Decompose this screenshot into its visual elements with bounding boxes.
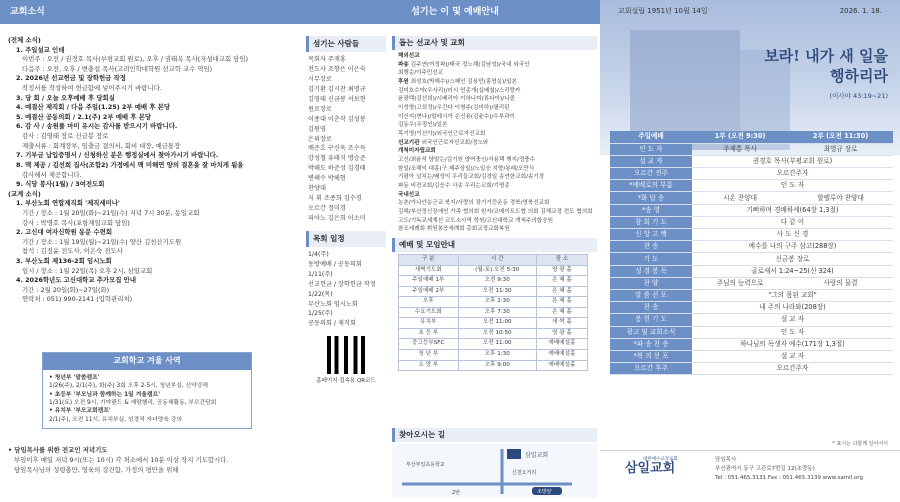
prayer-text: 부임이후 매일 저녁 9시(또는 10시) 각 처소에서 10분 이상 작지 기도합시다. <box>14 455 229 464</box>
sidebar-line: 피아노 김은희 이소미 <box>308 214 366 222</box>
mission-line <box>398 130 597 139</box>
mission-line <box>398 69 597 78</box>
mission-line <box>398 113 597 122</box>
worship-row <box>610 216 893 228</box>
service-cell: (월-토) 오전 5:30 <box>458 265 536 276</box>
mission-group: 선교기관 <box>398 139 422 146</box>
worship-item-both: 사 도 신 경 <box>692 229 893 241</box>
mission-line <box>398 121 597 130</box>
sidebar-line: 원로장로 <box>308 105 332 113</box>
worship-item-label: 오르간 후주 <box>610 363 692 375</box>
mission-value: 윤광택(김선희)/시베리아 이하나미(류다아)/니콜 <box>398 96 515 103</box>
sidebar-line: 1/11(주) <box>308 270 333 278</box>
sidebar-box <box>306 36 386 227</box>
worship-row <box>610 143 893 155</box>
service-row <box>399 328 588 339</box>
service-row <box>399 318 588 329</box>
church-marker-icon <box>507 449 521 459</box>
service-cell: 오후 7:30 <box>458 307 536 318</box>
mission-value: 고신/최윤석 양말는/김기원 양여충신/서용택 행지/정충수 <box>398 157 536 163</box>
service-cell: 소 망 부 <box>399 360 459 371</box>
news-item: 4. 예결산 제직회 / 다음 주일(1.25) 2부 예배 후 본당 <box>16 103 171 112</box>
worship-row <box>610 253 893 265</box>
news-detail: 다음주 : 오전, 오후 / 변충섭 목사(고려인학대학원 선교학 교수 역임) <box>22 64 213 73</box>
service-cell: 청 년 부 <box>399 349 459 360</box>
service-cell: 예배예설홀 <box>536 349 587 360</box>
service-cell: 오후 <box>399 297 459 308</box>
worship-item-label: 광고 및 교회소식 <box>610 326 692 338</box>
worship-row <box>610 155 893 167</box>
mission-value: 외국인근로자선교회/정노와 <box>421 139 489 146</box>
map-label-church: 삼일교회 <box>525 452 549 460</box>
sidebar-title: 목회 일정 <box>306 231 386 247</box>
mission-line <box>398 208 597 217</box>
sidebar-line: 배준호 구신욱 조수득 <box>308 145 366 153</box>
worship-item-label: *화 답 송 <box>610 192 692 204</box>
edu-box <box>42 352 252 429</box>
service-cell: 오후 9:00 <box>458 360 536 371</box>
sidebar-line: 찬양대 <box>308 185 326 193</box>
service-row <box>399 360 588 371</box>
map-label-junction: 신천오거리 <box>512 470 537 477</box>
mission-line <box>398 52 597 61</box>
mission-list <box>392 52 597 234</box>
prayer-note <box>8 446 293 476</box>
worship-item-both: 인 도 자 <box>692 180 893 192</box>
worship-item-both: 하나님의 독생자 예수(171장 1,3절) <box>692 338 893 350</box>
service-head-row <box>399 255 588 266</box>
service-cell: 영 광 홀 <box>536 265 587 276</box>
service-cell: 새 싹 홀 <box>536 318 587 329</box>
worship-row <box>610 180 893 192</box>
sidebar-line: 김영태 신금봉 서보현 <box>308 95 366 103</box>
map-area <box>392 428 597 496</box>
mission-group: 후원 <box>398 79 411 86</box>
worship-row <box>610 277 893 289</box>
mission-value: 고도/기독교세계선 교도소사역 학원/고신대학교 개척주의합숭원 <box>398 217 554 224</box>
worship-row <box>610 192 893 204</box>
mission-line <box>398 139 597 148</box>
service-row <box>399 339 588 350</box>
theme-title <box>764 46 888 87</box>
service-cell: 오전 11:00 <box>458 339 536 350</box>
worship-item-both: 기뻐하며 경배하세(64장 1,3절) <box>692 204 893 216</box>
worship-head-cell: 2부 (오전 11:30) <box>788 131 893 143</box>
worship-item-label: *복 의 선 포 <box>610 350 692 362</box>
service-row <box>399 276 588 287</box>
founding-date: 교회설립 1951년 10월 14일 <box>618 7 708 16</box>
sidebar-line: 이종대 이춘작 김성봉 <box>308 115 366 123</box>
qr-code-icon <box>327 336 365 374</box>
mission-value: 최행순/이주민선교 <box>398 70 444 77</box>
news-column <box>0 0 300 499</box>
mission-value: 김해/부산정신장애인 가족 협의회 원자/코메이트도협 의회 김해교정 전도 협의회 <box>398 208 593 215</box>
edu-item-detail: 2/1(주), 오전 11시, 유치부실, 성경적 자녀양육 강의 <box>49 416 183 423</box>
news-item: 1. 부산노회 연합제직회 '제직세미나' <box>16 199 120 208</box>
news-item: 8. 맥 제공 / 김선희 집사(조합2) 가정에서 맥 미해연 양의 결혼을 잘 마치게 됨을 <box>16 160 244 169</box>
sidebar-body <box>306 247 386 332</box>
service-cell: 유치부 <box>399 318 459 329</box>
map-label-school: 부산부일초등학교 <box>406 462 445 469</box>
sidebar-line: 변해수 박해현 <box>308 175 346 183</box>
address-line: 담임목사 <box>715 457 737 463</box>
service-cell: 오전 9:30 <box>458 276 536 287</box>
service-title: 예배 및 모임안내 <box>392 238 597 252</box>
worship-item-both: 예수를 나의 구주 삼고(288장) <box>692 241 893 253</box>
worship-item-label: 찬 송 <box>610 241 692 253</box>
service-cell: 새벽기도회 <box>399 265 459 276</box>
edu-body <box>43 370 251 428</box>
mission-line <box>398 199 597 208</box>
service-cell: 은 혜 홀 <box>536 276 587 287</box>
service-cell: 은 혜 홀 <box>536 286 587 297</box>
news-detail: 참석 : 김정윤 전도사, 이은숙 전도사 <box>22 247 123 256</box>
worship-item-label: 설 교 자 <box>610 155 692 167</box>
worship-item-both: 골로새서 1:24~25(신 324) <box>692 265 893 277</box>
mission-group: 해외선교 <box>398 53 420 60</box>
mission-line <box>398 78 597 87</box>
sidebar-line: 목회자 주재홍 <box>308 56 346 64</box>
sidebar-body <box>306 52 386 227</box>
bulletin-date: 2026. 1. 18. <box>839 7 882 16</box>
worship-item-2: 사랑의 물결 <box>788 277 893 289</box>
worship-item-label: 봉 헌 기 도 <box>610 314 692 326</box>
news-detail: 기간 / 장소 : 1월 20일(화)~21일(수) 저녁 7시 30분, 동일교회 <box>22 208 200 217</box>
service-cell: 은 혜 홀 <box>536 297 587 308</box>
service-cell: 영 광 홀 <box>536 328 587 339</box>
edu-item-title: • 유치부 '부모교회캠프' <box>49 408 111 415</box>
service-cell: 오전 11:30 <box>458 286 536 297</box>
sidebar-line: 시무장로 <box>308 75 332 83</box>
map-label-station: 조방앞 <box>537 489 552 496</box>
worship-item-1: 시온 찬양대 <box>692 192 788 204</box>
sidebar-line: 동방예배 / 공동의회 <box>308 260 362 268</box>
logo-text: 삼일교회 <box>625 461 676 476</box>
mission-value: 기평아 넘치는/배성익 우리들교회/김경일 송연한교회/송기경 <box>398 174 545 181</box>
mission-value: 파동 비전교회/김응수 사송 우리는교회/기명종 <box>398 182 510 189</box>
service-cell: 초 등 부 <box>399 328 459 339</box>
news-detail: 감사해서 제공합니다. <box>22 170 82 179</box>
mission-group: 파송 <box>398 61 411 68</box>
church-address <box>715 456 863 482</box>
edu-title: 교회학교 겨울 사역 <box>43 353 251 370</box>
worship-item-2: 최영규 장로 <box>788 143 893 155</box>
mission-value: 목기영(이선아)/외국인근로자선교회 <box>398 131 486 138</box>
worship-item-1: 주님의 능력으로 <box>692 277 788 289</box>
mission-line <box>398 165 597 174</box>
worship-row <box>610 289 893 301</box>
edu-item-detail: 1/31(토) 오전 9시, 가야랜드 & 예람헬리, 공동체활동, 부모간담회 <box>49 399 217 406</box>
news-item: 3. 당 회 / 오늘 오후예배 후 당회실 <box>16 93 115 102</box>
news-item: 7. 기부금 납입증명서 / 신청하신 분은 행정실에서 찾아가시기 바랍니다. <box>16 151 219 160</box>
worship-row <box>610 363 893 375</box>
standing-note: * 표시는 다함께 일어서서 <box>832 441 888 447</box>
mission-value: 김주연(여정파)/태국 정노해(김남성)/국내 외국인 <box>410 61 530 68</box>
mission-line <box>398 173 597 182</box>
mission-line <box>398 156 597 165</box>
mission-value: 농촌/가나안농군교 북지/사랑의 장기기증운동 경북/영북선교회 <box>398 200 550 207</box>
sidebar-line: 전도사 조향은 이은숙 <box>308 66 366 74</box>
worship-item-label: 성 경 봉 독 <box>610 265 692 277</box>
mission-line <box>398 225 597 234</box>
prayer-text-2: 담임목사님의 성령충만, 영육의 강건함, 가정의 평안을 위해 <box>14 465 179 474</box>
worship-row <box>610 265 893 277</box>
worship-item-label: 참 회 기 도 <box>610 216 692 228</box>
service-cell: 중고등부SFC <box>399 339 459 350</box>
mission-line <box>398 104 597 113</box>
worship-row <box>610 350 893 362</box>
sidebar-title: 섬기는 사람들 <box>306 36 386 52</box>
sidebar-line: 1/25(주) <box>308 310 333 318</box>
news-intro: (전체 소식) <box>8 36 41 44</box>
map-label-exit: 2번 <box>452 490 461 497</box>
worship-item-both: 내 주의 나라와(208장) <box>692 302 893 314</box>
denomination-label: 대한예수교장로회 <box>643 457 678 462</box>
date-bar <box>600 0 900 24</box>
mission-line <box>398 87 597 96</box>
worship-item-label: 찬 양 <box>610 277 692 289</box>
service-row <box>399 297 588 308</box>
service-row <box>399 265 588 276</box>
service-cell: 주일예배 2부 <box>399 286 459 297</box>
mission-value: 이성형(고희정)/우간다 이형주(김미하)/필리핀 <box>398 105 510 112</box>
service-cell: 오후 2:30 <box>458 297 536 308</box>
mission-line <box>398 182 597 191</box>
news-header: 교회소식 <box>0 0 300 24</box>
worship-row <box>610 314 893 326</box>
mission-group: 국내선교 <box>398 191 420 198</box>
service-head-cell: 구 분 <box>399 255 459 266</box>
news-detail: 강사 : 박명호 목사(포항제일교회 담임) <box>22 218 130 227</box>
worship-item-label: 찬 송 <box>610 302 692 314</box>
news-detail: 제출서류 : 회계장부, 임출금 결의서, 회비 대장, 예금통장 <box>22 141 181 150</box>
sidebar-line: 부산노회 임시노회 <box>308 300 358 308</box>
edu-item-detail: 1/26(주), 2/1(주), 화(주) 3회 오후 2-5시, 청년부실, 신약강해 <box>49 383 208 390</box>
mission-line <box>398 147 597 156</box>
worship-item-both: 다 같 이 <box>692 216 893 228</box>
service-cell: 예배예설홀 <box>536 360 587 371</box>
worship-head-row <box>610 131 893 143</box>
news-detail: 연락처 : 051) 990-2141 (입학관리처) <box>22 295 133 304</box>
mission-group: 개척미자립교회 <box>398 148 436 155</box>
mission-title: 돕는 선교사 및 교회 <box>392 36 597 50</box>
news-detail: 기간 : 2월 20일(화)~27일(화) <box>22 285 110 294</box>
service-cell: 오전 11:00 <box>458 318 536 329</box>
worship-head-cell: 1부 (오전 9:30) <box>692 131 788 143</box>
church-logo <box>625 460 675 478</box>
service-cell: 주일예배 1부 <box>399 276 459 287</box>
qr-label: 홈페이지 접속용 QR코드 <box>316 378 376 385</box>
mission-line <box>398 61 597 70</box>
theme-verse: (이사야 43:19~21) <box>829 92 888 100</box>
map-illustration <box>392 444 597 498</box>
worship-row <box>610 302 893 314</box>
news-item: 3. 부산노회 제136-2회 임시노회 <box>16 257 112 266</box>
sidebar-line: 1/22(목) <box>308 290 333 298</box>
worship-row <box>610 204 893 216</box>
sidebar-line: 오르간 정미경 <box>308 204 346 212</box>
worship-item-both: "그의 몸된 교회" <box>692 289 893 301</box>
sidebar-line: 지 휘 조종희 김수경 <box>308 195 362 203</box>
map-title: 찾아오시는 길 <box>392 428 597 442</box>
worship-row <box>610 326 893 338</box>
sidebar-line: 선교헌금 / 장학헌금 작정 <box>308 280 376 288</box>
news-block <box>8 36 293 305</box>
mission-value: 함일/조해익 대홍(구.제주상일)/노일승 지향/봉래/오만식 <box>398 165 535 172</box>
service-head-cell: 시 간 <box>458 255 536 266</box>
worship-item-both: 오르간주자 <box>692 363 893 375</box>
prayer-title: • 담임목사를 위한 전교인 저녁기도 <box>8 446 108 454</box>
worship-item-both: 권경호 목사(부평교회 원로) <box>692 155 893 167</box>
worship-row <box>610 229 893 241</box>
sidebar-line: 박해도 하준성 김경태 <box>308 165 366 173</box>
mission-value: 참조세례회 휘원봉응세례회 총회교정교회복원 <box>398 226 510 233</box>
news-item: 5. 예결산 공동의회 / 2.1(주) 2부 예배 후 본당 <box>16 112 152 121</box>
service-table <box>398 254 588 371</box>
theme-line-2: 행하리라 <box>830 67 888 86</box>
news-item: 2. 고신대 여자신학원 동문 수련회 <box>16 228 113 237</box>
news-detail: 기간 / 장소 : 1월 19일(월)~21일(수) 양산 김천산기도원 <box>22 237 182 246</box>
mission-value: 이산지(현나)/말레시아 손신용(김윤수)/우루과이 <box>398 113 515 120</box>
news-item: 2. 2026년 선교헌금 및 장학헌금 작정 <box>16 74 126 83</box>
mission-value: 김미호수야(우사리)/러시 민종개(실배첩)/스리랑카 <box>398 87 521 94</box>
service-row <box>399 286 588 297</box>
edu-item-title: • 청년부 '말씀캠프' <box>49 374 100 381</box>
service-row <box>399 307 588 318</box>
worship-item-label: 인 도 자 <box>610 143 692 155</box>
news-item: 6. 감 사 / 송원률 마미 유시는 감사를 받으시기 바랍니다. <box>16 122 178 131</box>
address-line: 부산광역시 동구 고관로7번길 12(초량동) <box>715 465 815 472</box>
service-cell: 예배예설홀 <box>536 339 587 350</box>
worship-item-label: 신 앙 고 백 <box>610 229 692 241</box>
service-cell: 수요기도회 <box>399 307 459 318</box>
worship-item-both: 인 도 자 <box>692 326 893 338</box>
sidebar-line: 강성철 유태식 명승준 <box>308 155 366 163</box>
worship-item-both: 오르간주자 <box>692 168 893 180</box>
service-cell: 오전 10:50 <box>458 328 536 339</box>
worship-row <box>610 241 893 253</box>
worship-item-label: 기 도 <box>610 253 692 265</box>
staff-sidebar <box>306 36 386 496</box>
worship-row <box>610 338 893 350</box>
news-item: 4. 2026학년도 고신대학교 추가모집 안내 <box>16 276 136 285</box>
worship-item-label: *예배로의 부름 <box>610 180 692 192</box>
worship-item-1: 주재홍 목사 <box>692 143 788 155</box>
worship-row <box>610 168 893 180</box>
mission-line <box>398 217 597 226</box>
worship-item-label: 오르간 전주 <box>610 168 692 180</box>
worship-item-label: 말 씀 선 포 <box>610 289 692 301</box>
worship-order-table <box>610 131 893 375</box>
news-detail: 작정서를 작성하여 헌금함에 넣어주시기 바랍니다. <box>22 84 162 93</box>
news-detail: 감사 : 김영태 장로 신금봉 장로 <box>22 132 109 141</box>
service-header: 섬기는 이 및 예배안내 <box>300 0 600 24</box>
sidebar-line: 은퇴장로 <box>308 135 332 143</box>
theme-line-1: 보라! 내가 새 일을 <box>764 47 888 65</box>
mission-value: 김동우(우정인)/일본 <box>398 122 448 129</box>
worship-head-cell: 주일예배 <box>610 131 692 143</box>
sidebar-line: 김기환 김시찬 최명규 <box>308 85 366 93</box>
worship-item-both: 설 교 자 <box>692 350 893 362</box>
worship-item-label: *파 송 찬 송 <box>610 338 692 350</box>
address-line: Tel : 051.465.3131 Fax : 051.465.3139 www.samil.org <box>715 474 863 481</box>
sidebar-line: 김원영 <box>308 125 326 133</box>
mission-line <box>398 191 597 200</box>
worship-item-both: 설 교 자 <box>692 314 893 326</box>
news-item: 1. 주일설교 인데 <box>16 45 65 54</box>
news-intro-2: (교계 소식) <box>8 189 41 198</box>
news-item: 9. 식당 봉사(1월) / 3여전도회 <box>16 180 105 189</box>
edu-item-title: • 초등부 '부모님과 함께하는 1일 겨울캠프' <box>49 391 160 398</box>
news-detail: 이번주 : 오전 / 권경호 목사(부평교회 원로), 오후 / 권태옥 목사(자성대교회 담임) <box>22 55 249 64</box>
news-detail: 일시 / 장소 : 1월 22일(목) 오후 2시, 삼일교회 <box>22 266 153 275</box>
service-row <box>399 349 588 360</box>
sidebar-line: 공동의회 / 제직회 <box>308 320 356 328</box>
mission-value: 최성호(박해수)/스페인 김용민(홍영실)/일본 <box>410 79 517 86</box>
sidebar-box <box>306 231 386 333</box>
mission-line <box>398 95 597 104</box>
service-cell: 은 혜 홀 <box>536 307 587 318</box>
service-cell: 오후 1:30 <box>458 349 536 360</box>
worship-item-2: 할렐루야 찬양대 <box>788 192 893 204</box>
mission-area <box>392 36 597 371</box>
service-head-cell: 장 소 <box>536 255 587 266</box>
worship-item-label: *송 영 <box>610 204 692 216</box>
worship-item-both: 신금봉 장로 <box>692 253 893 265</box>
sidebar-line: 1/4(주) <box>308 250 329 258</box>
